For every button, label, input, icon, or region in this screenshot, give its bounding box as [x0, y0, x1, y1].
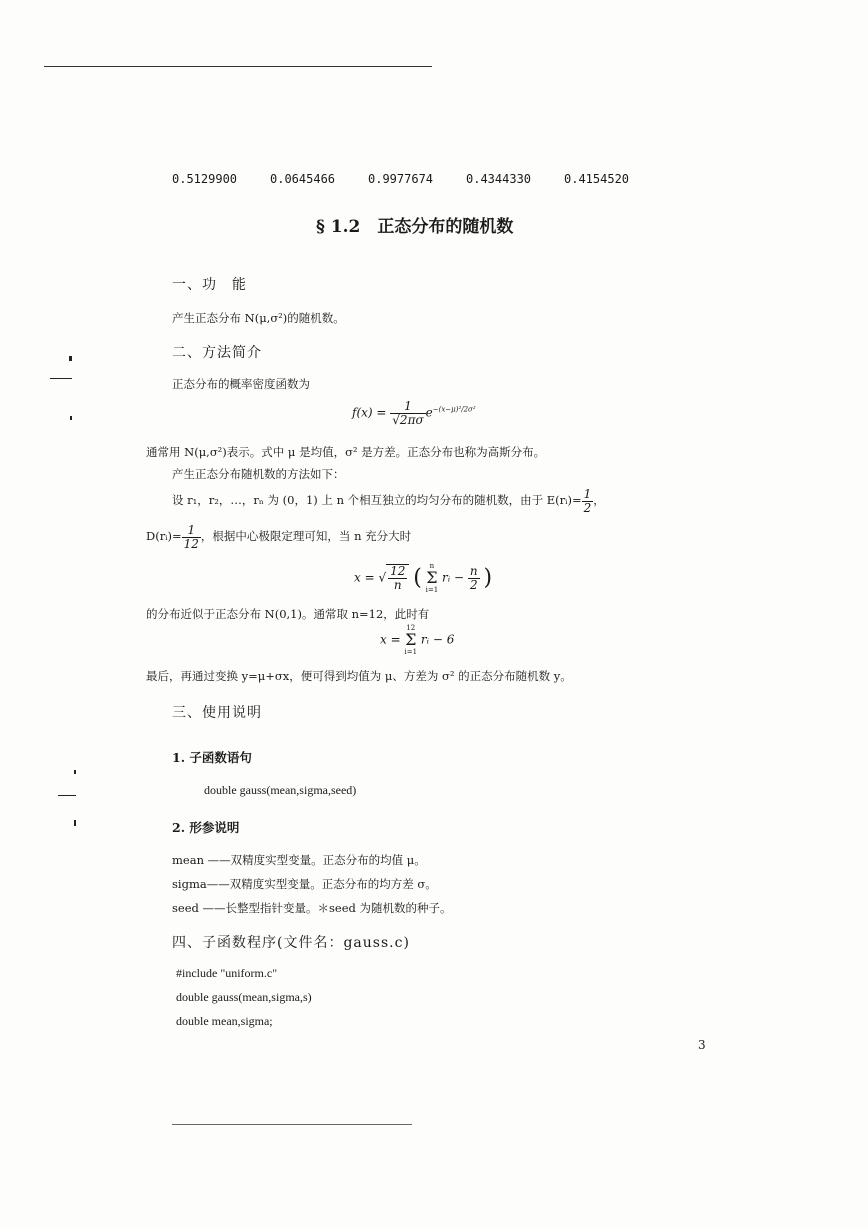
- margin-mark: [50, 378, 72, 379]
- method-para4: D(rᵢ)= $\frac{1}{12}$ ，根据中心极限定理可知，当 n 充分大时: [146, 523, 412, 551]
- function-text: 产生正态分布 N(μ,σ²)的随机数。: [172, 311, 345, 325]
- number-value: 0.4344330: [466, 172, 532, 186]
- code-line: double mean,sigma;: [176, 1014, 273, 1028]
- subheading-statement: 1. 子函数语句: [172, 750, 252, 765]
- sum-formula: x = √ $\frac{12}{n}$ ( n Σ i=1 rᵢ − $\frac{n}{2}$ ): [354, 562, 493, 594]
- section-title: § 1.2 正态分布的随机数: [316, 217, 514, 237]
- margin-mark: [74, 770, 76, 774]
- param-mean: mean ——双精度实型变量。正态分布的均值 μ。: [172, 853, 426, 867]
- page-number: 3: [698, 1038, 706, 1052]
- heading-usage: 三、使用说明: [172, 705, 262, 721]
- number-value: 0.5129900: [172, 172, 238, 186]
- bottom-rule: [172, 1124, 412, 1125]
- method-para1: 通常用 N(μ,σ²)表示。式中 μ 是均值，σ² 是方差。正态分布也称为高斯分布。: [146, 445, 546, 459]
- param-sigma: sigma——双精度实型变量。正态分布的均方差 σ。: [172, 877, 437, 891]
- margin-mark: [69, 356, 72, 361]
- param-seed: seed ——长整型指针变量。＊seed 为随机数的种子。: [172, 901, 452, 915]
- density-formula: f(x) = $\frac{1}{√2\pi\sigma}$ $e^{-(x-\mu)^2/2\sigma^2}$: [352, 399, 476, 427]
- code-line: double gauss(mean,sigma,s): [176, 990, 312, 1004]
- subheading-params: 2. 形参说明: [172, 820, 240, 835]
- heading-function: 一、功 能: [172, 277, 247, 293]
- number-value: 0.4154520: [564, 172, 630, 186]
- number-value: 0.0645466: [270, 172, 336, 186]
- method-para2: 产生正态分布随机数的方法如下：: [172, 467, 345, 481]
- method-para6: 最后，再通过变换 y=μ+σx，便可得到均值为 μ、方差为 σ² 的正态分布随机数 y。: [146, 669, 572, 683]
- method-para5: 的分布近似于正态分布 N(0,1)。通常取 n=12，此时有: [146, 607, 430, 621]
- heading-method: 二、方法简介: [172, 345, 262, 361]
- method-intro: 正态分布的概率密度函数为: [172, 377, 310, 391]
- code-line: #include "uniform.c": [176, 966, 278, 980]
- heading-program: 四、子函数程序(文件名：gauss.c): [172, 935, 410, 951]
- top-rule: [44, 66, 432, 67]
- method-para3: 设 r₁，r₂，…，rₙ 为 (0，1) 上 n 个相互独立的均匀分布的随机数，由于 E(rᵢ)= $\frac{1}{2}$ ，: [172, 487, 605, 515]
- margin-mark: [70, 416, 72, 420]
- margin-mark: [74, 820, 76, 826]
- function-declaration: double gauss(mean,sigma,seed): [204, 783, 357, 797]
- number-value: 0.9977674: [368, 172, 434, 186]
- margin-mark: [58, 795, 76, 796]
- sum12-formula: x = 12 Σ i=1 rᵢ − 6: [380, 624, 455, 656]
